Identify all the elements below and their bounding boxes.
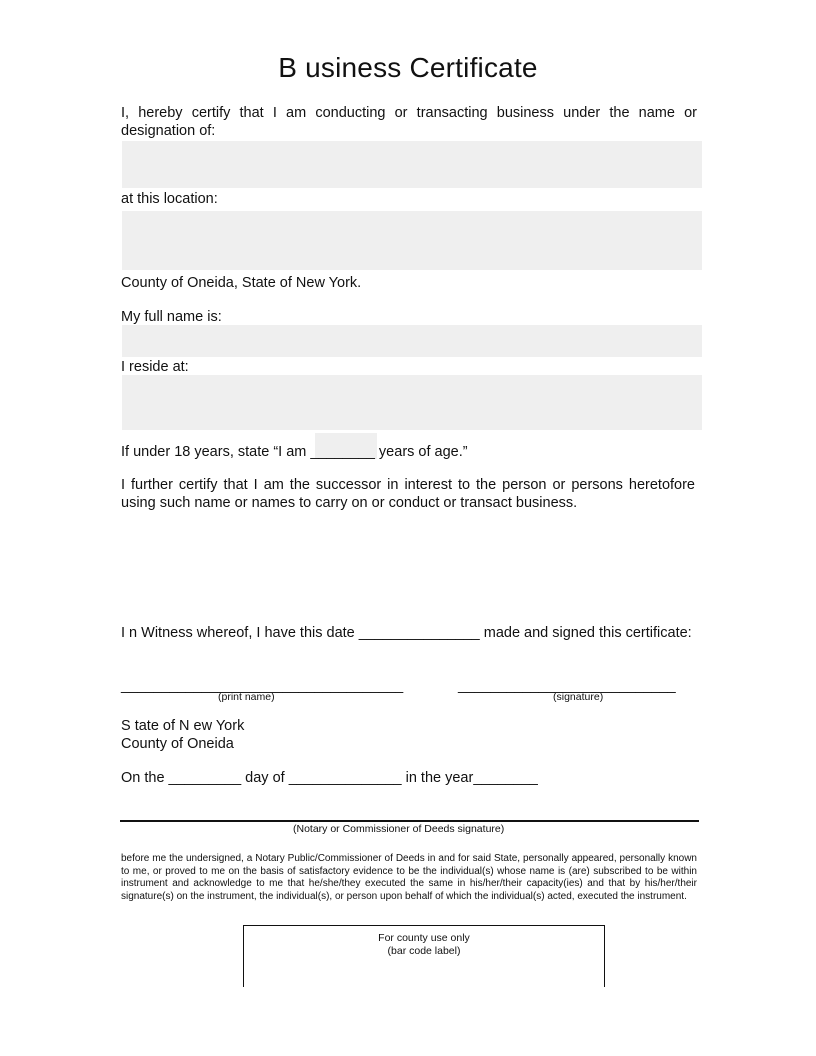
certification-intro: I, hereby certify that I am conducting or transacting business under the name or designation of: (121, 105, 697, 139)
full-name-label: My full name is: (121, 309, 222, 325)
document-title: B usiness Certificate (278, 52, 538, 83)
witness-statement: I n Witness whereof, I have this date _______________ made and signed this certificate: (121, 625, 692, 641)
residence-label: I reside at: (121, 359, 189, 375)
notary-date-line: On the _________ day of ______________ in the year________ (121, 770, 538, 786)
successor-statement: I further certify that I am the successor in interest to the person or persons heretofore using such name or names to carry on or conduct or transact business. (121, 477, 695, 511)
county-use-label: For county use only (378, 932, 470, 944)
full-name-field[interactable] (122, 325, 702, 357)
business-location-field[interactable] (122, 211, 702, 270)
barcode-label: (bar code label) (387, 945, 461, 957)
location-label: at this location: (121, 191, 218, 207)
notary-acknowledgment-text: before me the undersigned, a Notary Public/Commissioner of Deeds in and for said State, personally appeared, personally known to me, or proved to me on the basis of satisfactory evidence to be the individual(s) whose name is (are) subscribed to be within instrument and acknowledge to me that he/she/they executed the same in his/her/their capacity(ies) and that by his/her/their signature(s) on the instrument, the individual(s), or person upon behalf of which the individual(s) acted, executed the instrument. (121, 853, 697, 902)
state-line: S tate of N ew York (121, 718, 245, 734)
notary-signature-rule (120, 820, 699, 822)
signature-line: ___________________________ (458, 678, 676, 694)
county-line: County of Oneida (121, 736, 234, 752)
residence-field[interactable] (122, 375, 702, 430)
business-name-field[interactable] (122, 141, 702, 188)
print-name-line: ___________________________________ (121, 678, 404, 694)
age-statement: If under 18 years, state “I am ________ years of age.” (121, 444, 468, 460)
signature-caption: (signature) (553, 691, 604, 703)
county-use-box (243, 925, 605, 987)
notary-caption: (Notary or Commissioner of Deeds signature) (293, 823, 505, 835)
print-name-caption: (print name) (218, 691, 275, 703)
county-state-line: County of Oneida, State of New York. (121, 275, 362, 291)
